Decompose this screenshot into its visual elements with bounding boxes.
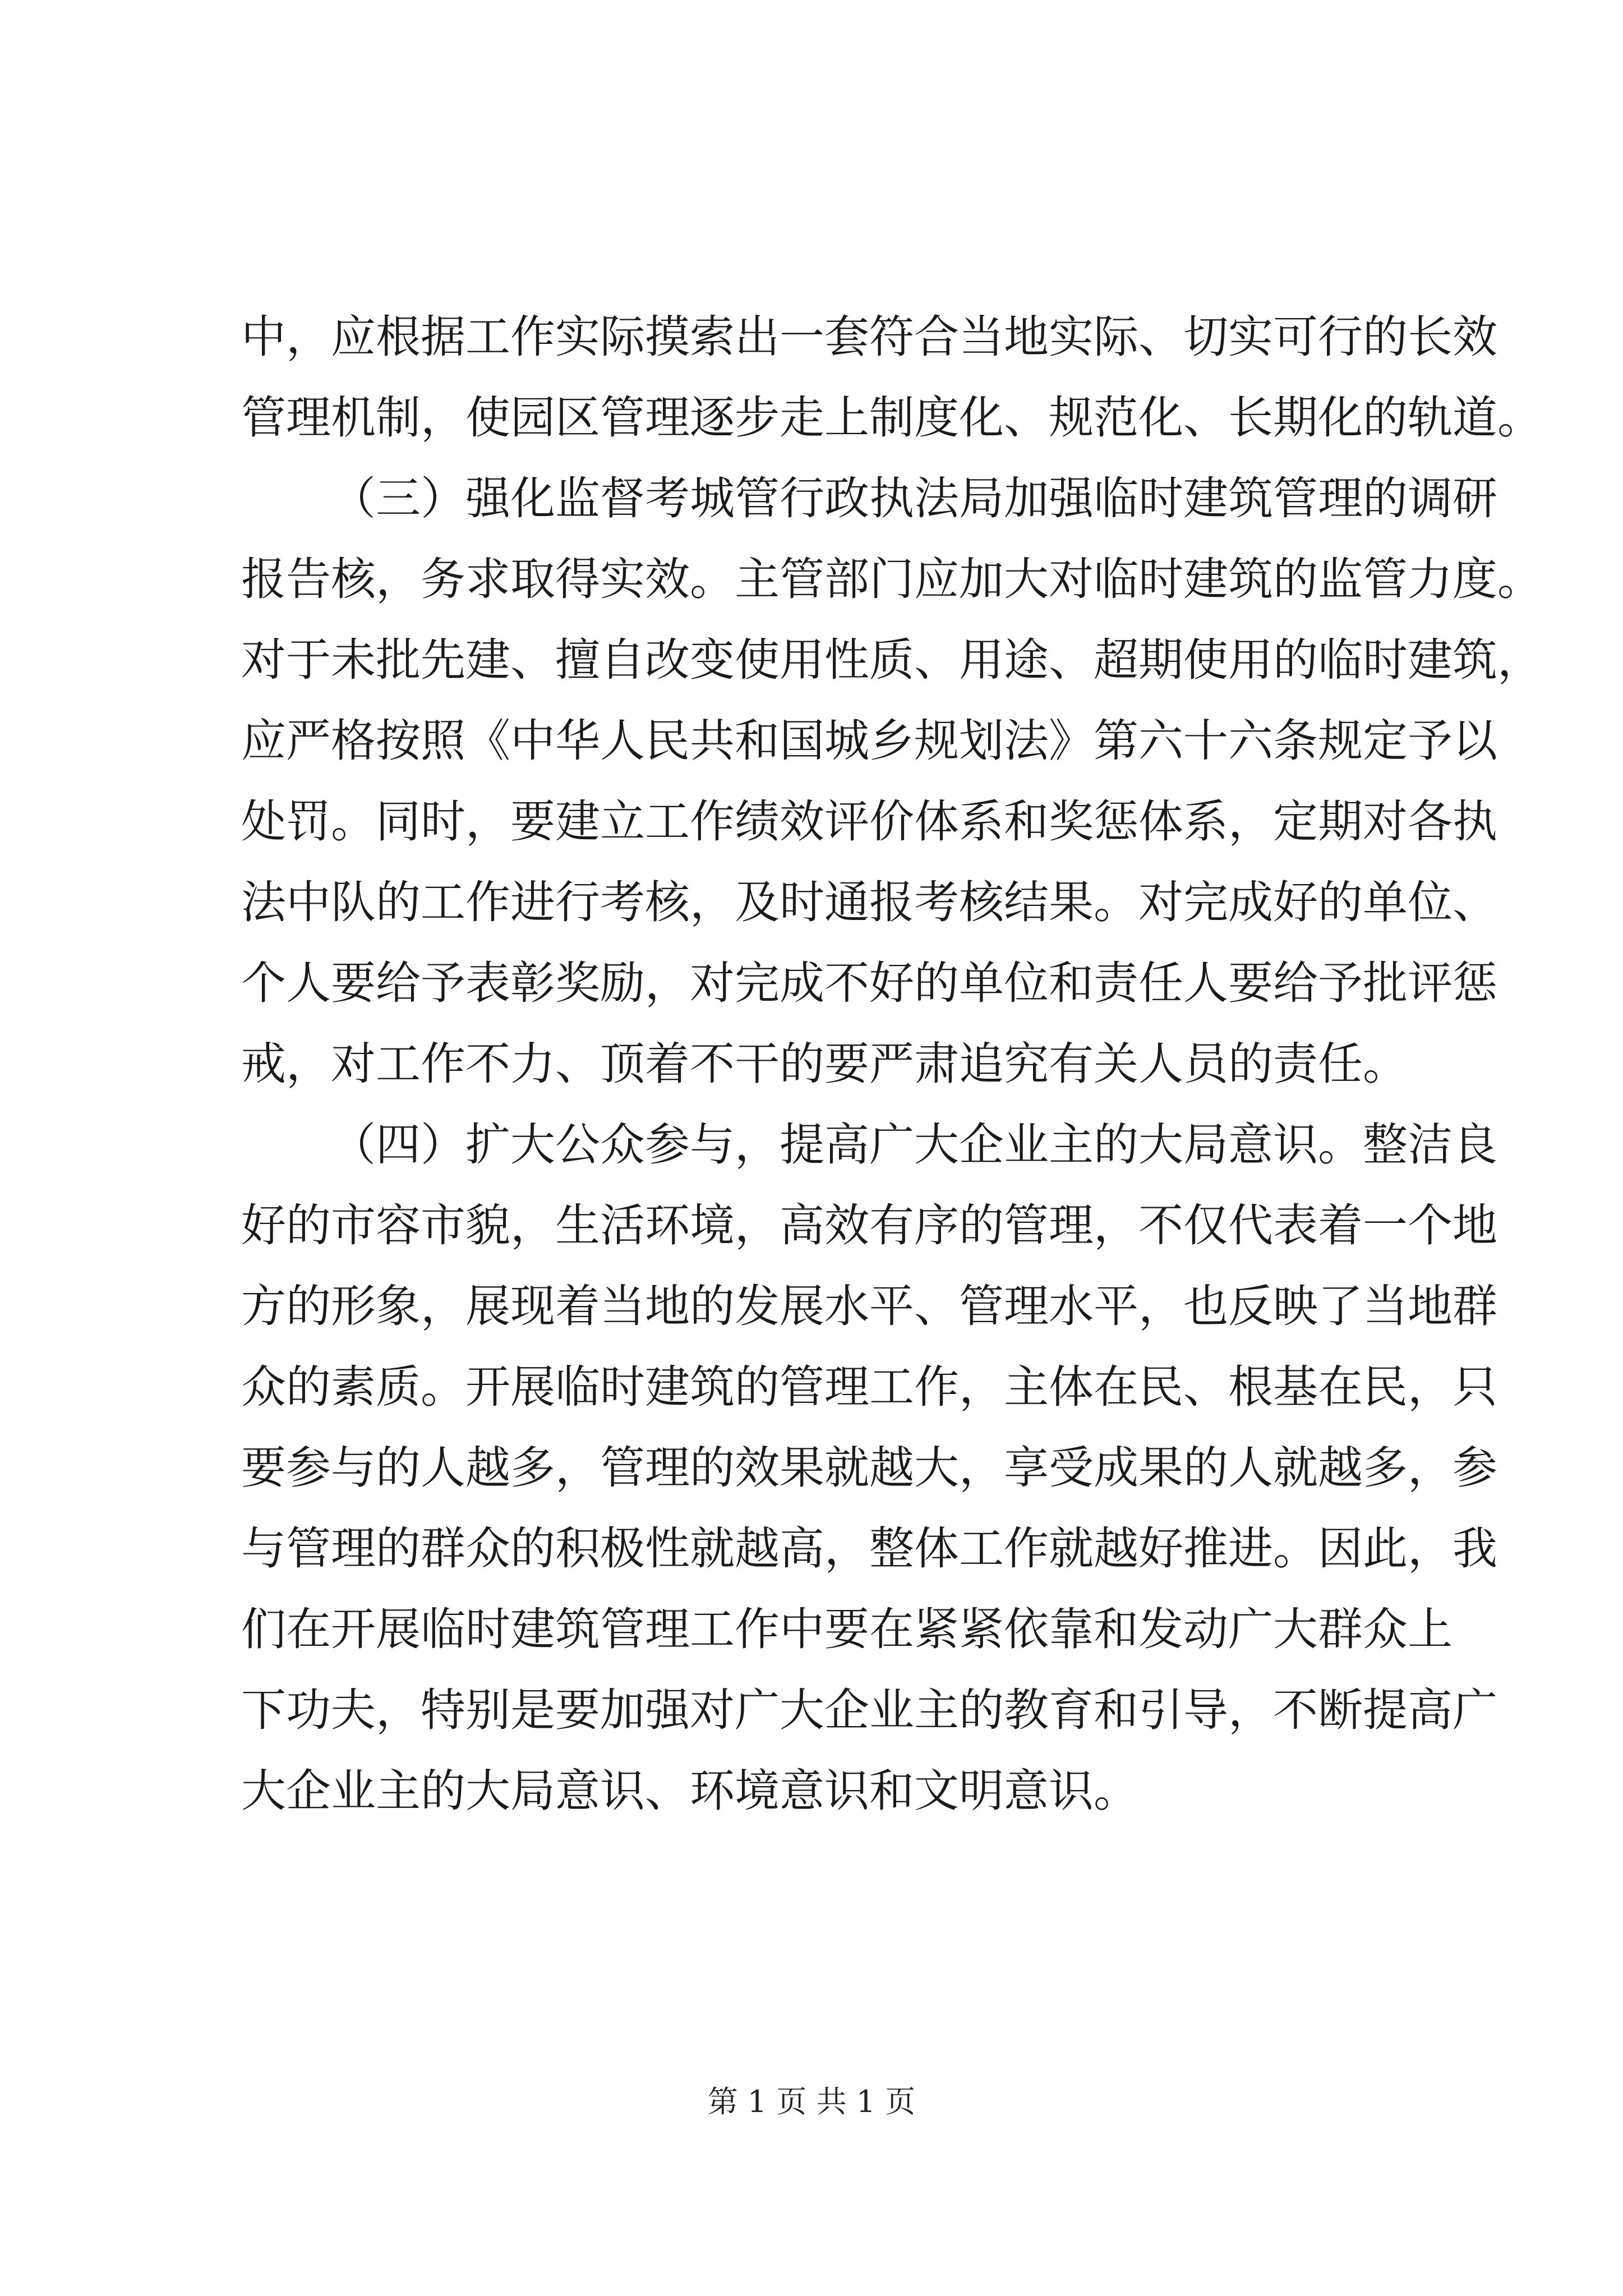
text-line: 个人要给予表彰奖励，对完成不好的单位和责任人要给予批评惩 [241, 957, 1497, 1009]
text-line: 方的形象，展现着当地的发展水平、管理水平，也反映了当地群 [241, 1280, 1497, 1332]
text-line: 报告核，务求取得实效。主管部门应加大对临时建筑的监管力度。 [241, 553, 1542, 605]
text-line: 要参与的人越多，管理的效果就越大，享受成果的人就越多，参 [241, 1442, 1497, 1494]
page-number-footer: 第 1 页 共 1 页 [707, 2084, 916, 2119]
text-line: 好的市容市貌，生活环境，高效有序的管理，不仅代表着一个地 [241, 1199, 1497, 1251]
text-line: 对于未批先建、擅自改变使用性质、用途、超期使用的临时建筑， [241, 634, 1542, 686]
text-line: 与管理的群众的积极性就越高，整体工作就越好推进。因此，我 [241, 1522, 1497, 1575]
paragraph-heading-3: （三）强化监督考城管行政执法局加强临时建筑管理的调研 [331, 472, 1497, 524]
paragraph-heading-4: （四）扩大公众参与，提高广大企业主的大局意识。整洁良 [331, 1119, 1497, 1171]
text-line: 下功夫，特别是要加强对广大企业主的教育和引导，不断提高广 [241, 1684, 1497, 1736]
text-line: 应严格按照《中华人民共和国城乡规划法》第六十六条规定予以 [241, 715, 1497, 767]
text-line: 众的素质。开展临时建筑的管理工作，主体在民、根基在民，只 [241, 1361, 1497, 1413]
text-line: 处罚。同时，要建立工作绩效评价体系和奖惩体系，定期对各执 [241, 795, 1497, 848]
text-line: 大企业主的大局意识、环境意识和文明意识。 [241, 1765, 1138, 1817]
text-line: 法中队的工作进行考核，及时通报考核结果。对完成好的单位、 [241, 876, 1497, 928]
text-line: 们在开展临时建筑管理工作中要在紧紧依靠和发动广大群众上 [241, 1603, 1453, 1655]
text-line: 管理机制，使园区管理逐步走上制度化、规范化、长期化的轨道。 [241, 392, 1542, 444]
text-line: 中，应根据工作实际摸索出一套符合当地实际、切实可行的长效 [241, 311, 1497, 363]
text-line: 戒，对工作不力、顶着不干的要严肃追究有关人员的责任。 [241, 1038, 1408, 1090]
